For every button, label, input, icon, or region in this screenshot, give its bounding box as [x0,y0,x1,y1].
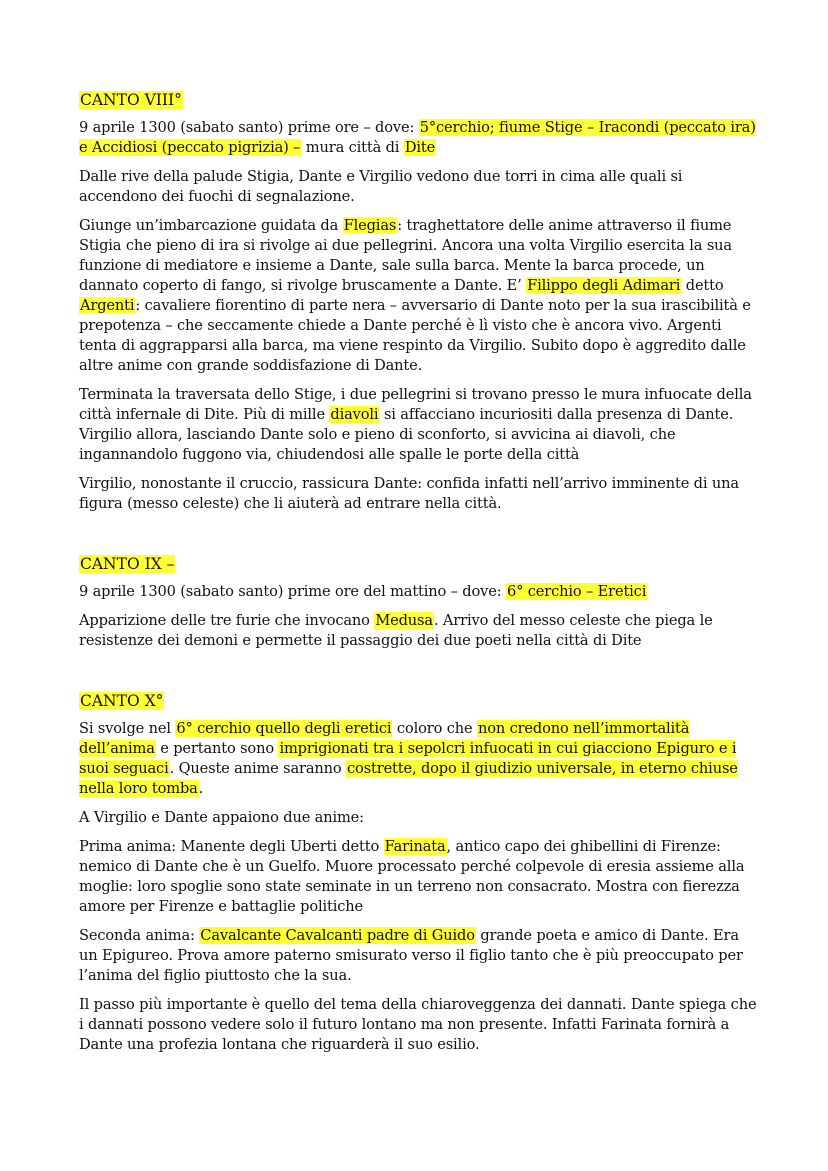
highlight: 6° cerchio – Eretici [506,583,647,600]
canto-8-paragraph-2: Dalle rive della palude Stigia, Dante e Virgilio vedono due torri in cima alle quali si accendono dei fuochi di segnalazione. [79,168,683,205]
text-run: grande poeta e amico di Dante. Era un Epigureo. Prova amore paterno smisurato verso il figlio tanto che è più preoccupato per l’anima del figlio piuttosto che la sua. [79,927,743,984]
highlight: Cavalcante Cavalcanti padre di Guido [200,927,475,944]
canto-10-paragraph-5: Il passo più importante è quello del tema della chiaroveggenza dei dannati. Dante spiega che i dannati possono vedere solo il futuro lontano ma non presente. Infatti Farinata fornirà a Dante una profezia lontana che riguarderà il suo esilio. [79,996,757,1053]
canto-10-paragraph-2: A Virgilio e Dante appaiono due anime: [79,809,364,826]
text-run: , antico capo dei ghibellini di Firenze: nemico di Dante che è un Guelfo. Muore processato perché colpevole di eresia assieme alla moglie: loro spoglie sono state seminate in un terreno non consacrato. Mostra con fierezza amore per Firenze e battaglie politiche [79,838,745,915]
text-run: si affacciano incuriositi dalla presenza di Dante. Virgilio allora, lasciando Dante solo e pieno di sconforto, si avvicina ai diavoli, che ingannandolo fuggono via, chiudendosi alle spalle le porte della città [79,406,734,463]
heading-highlight: CANTO IX – [80,555,175,573]
section-spacer [79,523,759,554]
text-run: e pertanto sono [155,740,279,757]
heading-highlight: CANTO X° [80,692,164,710]
text-run: Giunge un’imbarcazione guidata da [79,217,343,234]
canto-9-paragraph-1 [79,582,759,602]
highlight: 6° cerchio quello degli eretici [176,720,392,737]
highlight: Filippo degli Adimari [527,277,681,294]
text-run: : cavaliere fiorentino di parte nera – avversario di Dante noto per la sua irascibilità e prepotenza – che seccamente chiede a Dante perché è lì visto che è ancora vivo. Argenti tenta di aggrapparsi alla barca, ma viene respinto da Virgilio. Subito dopo è aggredito dalle altre anime con grande soddisfazione di Dante. [79,297,751,374]
highlight: costrette, dopo il giudizio universale, in eterno chiuse nella loro tomba [79,760,738,797]
canto-10-paragraph-1 [79,719,759,799]
text-run: Si svolge nel [79,720,176,737]
text-run: : traghettatore delle anime attraverso il fiume Stigia che pieno di ira si rivolge ai due pellegrini. Ancora una volta Virgilio esercita la sua funzione di mediatore e insieme a Dante, sale sulla barca. Mente la barca procede, un dannato coperto di fango, si rivolge bruscamente a Dante. E’ [79,217,732,294]
highlight: imprigionati tra i sepolcri infuocati in cui giacciono Epiguro e i suoi seguaci [79,740,737,777]
section-spacer [79,660,759,691]
text-run: 9 aprile 1300 (sabato santo) prime ore del mattino – dove: [79,583,506,600]
highlight: Argenti [80,297,135,314]
text-run: detto [681,277,724,294]
canto-10-heading [79,691,759,711]
text-run: . Arrivo del messo celeste che piega le resistenze dei demoni e permette il passaggio dei due poeti nella città di Dite [79,612,713,649]
heading-highlight: CANTO VIII° [80,91,182,109]
text-run: Seconda anima: [79,927,200,944]
highlight: diavoli [330,406,379,423]
text-run: coloro che [392,720,477,737]
text-run: Apparizione delle tre furie che invocano [79,612,375,629]
highlight: Farinata [384,838,446,855]
canto-10-paragraph-4 [79,926,759,986]
text-run: Prima anima: Manente degli Uberti detto [79,838,384,855]
text-run: 9 aprile 1300 (sabato santo) prime ore – dove: [79,119,419,136]
document-page [79,90,759,1064]
highlight: Dite [404,139,436,156]
text-run: Terminata la traversata dello Stige, i due pellegrini si trovano presso le mura infuocate della città infernale di Dite. Più di mille [79,386,752,423]
text-run: . [198,780,204,797]
highlight: Medusa [375,612,433,629]
canto-8-paragraph-1 [79,118,759,158]
canto-9-heading [79,554,759,574]
highlight: Flegias [343,217,397,234]
text-run: mura città di [301,139,404,156]
canto-8-paragraph-3 [79,216,759,376]
text-run: . Queste anime saranno [169,760,347,777]
canto-8-paragraph-5: Virgilio, nonostante il cruccio, rassicura Dante: confida infatti nell’arrivo imminente di una figura (messo celeste) che li aiuterà ad entrare nella città. [79,475,739,512]
canto-9-paragraph-2 [79,611,759,651]
canto-10-paragraph-3 [79,837,759,917]
highlight: non credono nell’immortalità dell’anima [79,720,690,757]
highlight: 5°cerchio; fiume Stige – Iracondi (peccato ira) e Accidiosi (peccato pigrizia) – [79,119,756,156]
canto-8-paragraph-4 [79,385,759,465]
canto-8-heading [79,90,759,110]
